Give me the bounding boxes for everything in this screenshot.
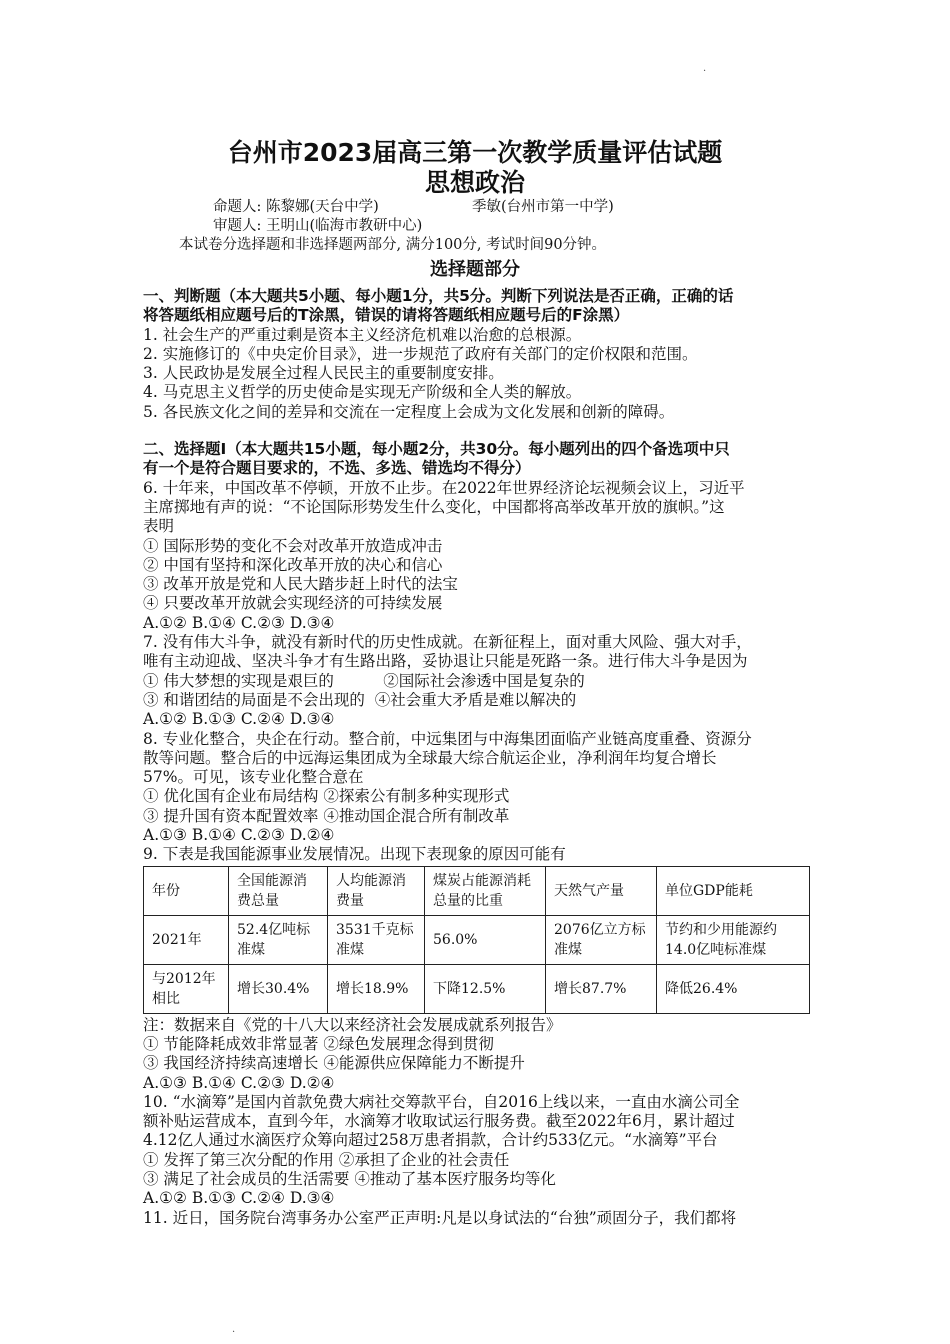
- q9-stem: 9. 下表是我国能源事业发展情况。出现下表现象的原因可能有: [143, 845, 566, 864]
- tf-item: 3. 人民政协是发展全过程人民民主的重要制度安排。: [143, 364, 504, 383]
- q10-stem: 4.12亿人通过水滴医疗众筹向超过258万患者捐款，合计约533亿元。“水滴筹”平台: [143, 1131, 718, 1150]
- table-header-cell: 全国能源消费总量: [229, 866, 328, 915]
- tf-item: 4. 马克思主义哲学的历史使命是实现无产阶级和全人类的解放。: [143, 383, 582, 402]
- table-header-cell: 单位GDP能耗: [657, 866, 810, 915]
- tf-item: 5. 各民族文化之间的差异和交流在一定程度上会成为文化发展和创新的障碍。: [143, 402, 675, 421]
- table-cell: 增长87.7%: [546, 964, 657, 1013]
- table-cell: 增长30.4%: [229, 964, 328, 1013]
- table-row: [144, 964, 810, 1013]
- energy-table: [143, 866, 810, 1014]
- table-cell: 降低26.4%: [657, 964, 810, 1013]
- table-cell: 2021年: [144, 915, 229, 964]
- part2-heading-line1: 二、选择题Ⅰ（本大题共15小题，每小题2分，共30分。每小题列出的四个备选项中只: [143, 440, 730, 459]
- q8-options: ① 优化国有企业布局结构 ②探索公有制多种实现形式: [143, 787, 510, 806]
- q10-answers: A.①② B.①③ C.②④ D.③④: [143, 1189, 335, 1208]
- table-cell: 增长18.9%: [328, 964, 425, 1013]
- scan-mark: ·: [703, 66, 707, 77]
- q6-option: ① 国际形势的变化不会对改革开放造成冲击: [143, 536, 443, 555]
- table-header-cell: 人均能源消费量: [328, 866, 425, 915]
- q9-options: ③ 我国经济持续高速增长 ④能源供应保障能力不断提升: [143, 1054, 525, 1073]
- subject-title: 思想政治: [424, 168, 525, 197]
- tf-item: 1. 社会生产的严重过剩是资本主义经济危机难以治愈的总根源。: [143, 325, 582, 344]
- q7-options: ③ 和谐团结的局面是不会出现的 ④社会重大矛盾是难以解决的: [143, 690, 577, 709]
- q8-options: ③ 提升国有资本配置效率 ④推动国企混合所有制改革: [143, 806, 510, 825]
- table-cell: 节约和少用能源约14.0亿吨标准煤: [657, 915, 810, 964]
- part1-heading-line2: 将答题纸相应题号后的T涂黑，错误的请将答题纸相应题号后的F涂黑）: [143, 306, 630, 325]
- table-cell: 3531千克标准煤: [328, 915, 425, 964]
- instructions: 本试卷分选择题和非选择题两部分, 满分100分, 考试时间90分钟。: [179, 237, 607, 253]
- q6-answers: A.①② B.①④ C.②③ D.③④: [143, 613, 335, 632]
- table-header-cell: 年份: [144, 866, 229, 915]
- exam-title: 台州市2023届高三第一次教学质量评估试题: [227, 138, 723, 167]
- table-cell: 与2012年相比: [144, 964, 229, 1013]
- table-cell: 2076亿立方标准煤: [546, 915, 657, 964]
- q6-stem: 主席掷地有声的说：“不论国际形势发生什么变化，中国都将高举改革开放的旗帜。”这: [143, 497, 725, 516]
- table-header-row: [144, 866, 810, 915]
- question-body: [143, 287, 808, 1228]
- table-note: 注：数据来自《党的十八大以来经济社会发展成就系列报告》: [143, 1015, 562, 1034]
- reviewer: 审题人: 王明山(临海市教研中心): [213, 218, 423, 234]
- table-cell: 下降12.5%: [425, 964, 546, 1013]
- table-cell: 56.0%: [425, 915, 546, 964]
- q6-option: ④ 只要改革开放就会实现经济的可持续发展: [143, 594, 443, 613]
- authors: 命题人: 陈黎娜(天台中学): [213, 199, 379, 215]
- q7-stem: 唯有主动迎战、坚决斗争才有生路出路，妥协退让只能是死路一条。进行伟大斗争是因为: [143, 652, 748, 671]
- scan-mark: ·: [232, 1327, 236, 1338]
- table-cell: 52.4亿吨标准煤: [229, 915, 328, 964]
- q10-stem: 10. “水滴筹”是国内首款免费大病社交筹款平台，自2016上线以来，一直由水滴公司全: [143, 1092, 740, 1111]
- q9-options: ① 节能降耗成效非常显著 ②绿色发展理念得到贯彻: [143, 1034, 494, 1053]
- q10-options: ③ 满足了社会成员的生活需要 ④推动了基本医疗服务均等化: [143, 1169, 556, 1188]
- table-header-cell: 天然气产量: [546, 866, 657, 915]
- table-header-cell: 煤炭占能源消耗总量的比重: [425, 866, 546, 915]
- part1-heading-line1: 一、判断题（本大题共5小题、每小题1分，共5分。判断下列说法是否正确，正确的话: [143, 287, 734, 305]
- q6-option: ③ 改革开放是党和人民大踏步赶上时代的法宝: [143, 575, 458, 594]
- q7-options: ① 伟大梦想的实现是艰巨的 ②国际社会渗透中国是复杂的: [143, 671, 585, 690]
- tf-item: 2. 实施修订的《中央定价目录》，进一步规范了政府有关部门的定价权限和范围。: [143, 344, 698, 363]
- q8-stem: 57%。可见，该专业化整合意在: [143, 768, 364, 787]
- section-heading: 选择题部分: [430, 259, 520, 280]
- q8-answers: A.①③ B.①④ C.②③ D.②④: [143, 826, 335, 845]
- q8-stem: 8. 专业化整合，央企在行动。整合前，中远集团与中海集团面临产业链高度重叠、资源分: [143, 729, 752, 748]
- table-row: [144, 915, 810, 964]
- q6-stem: 表明: [143, 517, 175, 536]
- q6-option: ② 中国有坚持和深化改革开放的决心和信心: [143, 555, 443, 574]
- q10-stem: 额补贴运营成本，直到今年，水滴筹才收取试运行服务费。截至2022年6月，累计超过: [143, 1112, 735, 1131]
- q10-options: ① 发挥了第三次分配的作用 ②承担了企业的社会责任: [143, 1150, 510, 1169]
- q9-answers: A.①③ B.①④ C.②③ D.②④: [143, 1073, 335, 1092]
- part2-heading-line2: 有一个是符合题目要求的，不选、多选、错选均不得分）: [143, 459, 531, 478]
- q6-stem: 6. 十年来，中国改革不停顿，开放不止步。在2022年世界经济论坛视频会议上，习近平: [143, 478, 745, 497]
- q7-answers: A.①② B.①③ C.②④ D.③④: [143, 710, 335, 729]
- q7-stem: 7. 没有伟大斗争，就没有新时代的历史性成就。在新征程上，面对重大风险、强大对手，: [143, 633, 752, 652]
- q11-stem: 11. 近日，国务院台湾事务办公室严正声明:凡是以身试法的“台独”顽固分子，我们都将: [143, 1208, 737, 1227]
- second-author: 季敏(台州市第一中学): [472, 199, 614, 215]
- q8-stem: 散等问题。整合后的中远海运集团成为全球最大综合航运企业，净利润年均复合增长: [143, 748, 717, 767]
